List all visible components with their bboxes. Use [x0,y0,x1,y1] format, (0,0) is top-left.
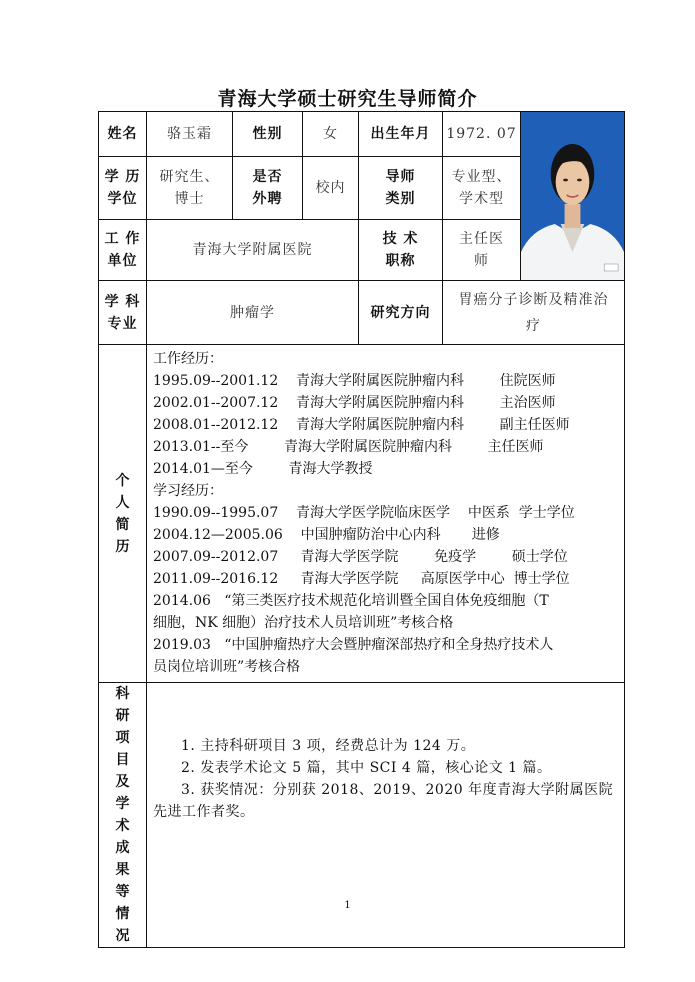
resume-line: 2011.09--2016.12 青海大学医学院 高原医学中心 博士学位 [153,571,570,587]
work-unit-value: 青海大学附属医院 [147,219,359,280]
external-label-line1: 是否 [252,168,283,185]
work-unit-label-line2: 单位 [107,252,138,269]
tech-title-label-line2: 职称 [385,252,416,269]
resume-line: 员岗位培训班”考核合格 [153,659,301,675]
resume-line: 2019.03 “中国肿瘤热疗大会暨肿瘤深部热疗和全身热疗技术人 [153,637,554,653]
portrait-image [521,112,624,280]
resume-line: 细胞，NK 细胞）治疗技术人员培训班”考核合格 [153,615,454,631]
tech-title-label [359,219,443,280]
external-value: 校内 [303,157,359,219]
resume-line: 1995.09--2001.12 青海大学附属医院肿瘤内科 住院医师 [153,373,556,389]
research-label-char: 成 [115,840,130,856]
research-label-char: 术 [115,818,130,834]
education-value [147,157,233,219]
education-value-line1: 研究生、 [159,168,220,185]
resume-line: 2007.09--2012.07 青海大学医学院 免疫学 硕士学位 [153,549,568,565]
supervisor-type-value-line2: 学术型 [459,190,504,207]
resume-label-char: 人 [115,494,130,511]
research-label-char: 学 [115,796,130,812]
research-direction-line1: 胃癌分子诊断及精准治 [458,291,609,308]
portrait-photo [521,112,625,281]
resume-label-char: 历 [115,538,130,555]
name-value: 骆玉霜 [147,112,233,157]
resume-line: 工作经历： [153,351,223,367]
external-label [233,157,303,219]
research-direction-line2: 疗 [526,317,541,334]
research-label-char: 目 [115,752,130,768]
research-label-char: 项 [115,730,130,746]
resume-line: 2014.01—至今 青海大学教授 [153,461,373,477]
profile-table [98,111,625,948]
education-value-line2: 博士 [174,190,205,207]
education-label [99,157,147,219]
resume-line: 2008.01--2012.12 青海大学附属医院肿瘤内科 副主任医师 [153,417,570,433]
research-item: 2. 发表学术论文 5 篇，其中 SCI 4 篇，核心论文 1 篇。 [181,760,552,776]
external-label-line2: 外聘 [252,190,283,207]
resume-line: 学习经历： [153,483,223,499]
research-direction-value [443,281,625,345]
education-label-line1: 学 历 [104,168,141,185]
research-label-char: 情 [115,906,130,922]
research-label-char: 研 [115,708,130,724]
supervisor-type-label [359,157,443,219]
resume-content [147,345,625,683]
supervisor-type-label-line2: 类别 [385,190,416,207]
gender-label: 性别 [233,112,303,157]
supervisor-type-label-line1: 导师 [385,168,416,185]
research-label-char: 科 [115,686,130,702]
subject-label [99,281,147,345]
research-label-char: 况 [115,928,130,944]
birth-label: 出生年月 [359,112,443,157]
gender-value: 女 [303,112,359,157]
birth-value: 1972. 07 [443,112,521,157]
resume-line: 1990.09--1995.07 青海大学医学院临床医学 中医系 学士学位 [153,505,575,521]
tech-title-label-line1: 技 术 [382,230,419,247]
supervisor-type-value-line1: 专业型、 [451,168,512,185]
tech-title-value-line2: 师 [474,252,489,269]
resume-line: 2013.01--至今 青海大学附属医院肿瘤内科 主任医师 [153,439,544,455]
research-label-char: 果 [115,862,130,878]
work-unit-label-line1: 工 作 [104,230,141,247]
resume-label [99,345,147,683]
resume-line: 2002.01--2007.12 青海大学附属医院肿瘤内科 主治医师 [153,395,556,411]
research-item: 1. 主持科研项目 3 项，经费总计为 124 万。 [181,738,476,754]
page-title: 青海大学硕士研究生导师简介 [217,88,478,110]
tech-title-value-line1: 主任医 [459,230,504,247]
subject-label-line1: 学 科 [104,293,141,310]
resume-label-char: 个 [115,472,130,489]
name-label: 姓名 [99,112,147,157]
tech-title-value [443,219,521,280]
supervisor-type-value [443,157,521,219]
resume-line: 2004.12—2005.06 中国肿瘤防治中心内科 进修 [153,527,500,543]
page-number: 1 [344,900,351,911]
research-item: 3. 获奖情况：分别获 2018、2019、2020 年度青海大学附属医院先进工作者奖。 [153,782,614,820]
research-label-char: 及 [115,774,130,790]
research-direction-label: 研究方向 [359,281,443,345]
subject-label-line2: 专业 [107,315,138,332]
education-label-line2: 学位 [107,190,138,207]
resume-line: 2014.06 “第三类医疗技术规范化培训暨全国自体免疫细胞（T [153,593,549,609]
subject-value: 肿瘤学 [147,281,359,345]
resume-label-char: 简 [115,516,130,533]
work-unit-label [99,219,147,280]
research-label-char: 等 [115,884,130,900]
